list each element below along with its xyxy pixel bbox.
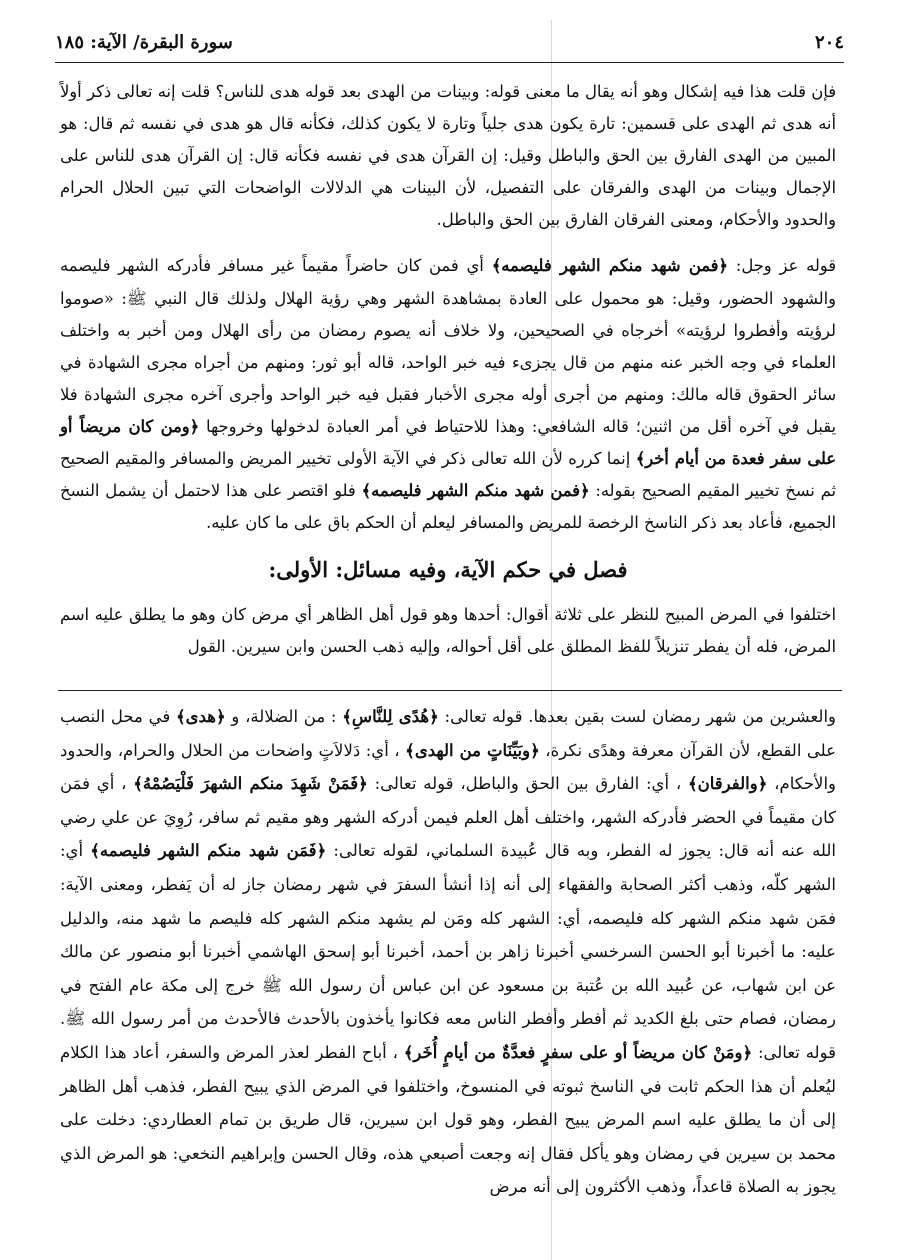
paragraph-2 [60, 250, 836, 539]
paragraph-lower [60, 700, 836, 1204]
page-number: ٢٠٤ [814, 32, 844, 53]
paragraph-1: فإن قلت هذا فيه إشكال وهو أنه يقال ما معنى قوله: وبينات من الهدى بعد قوله هدى للناس؟ قلت إنه تعالى ذكر أولاً أنه هدى ثم الهدى على قسمين: تارة يكون هدى جلياً وتارة لا يكون كذلك، فكأنه قال هو هدى في نفسه ثم قال: هو المبين من الهدى الفارق بين الحق والباطل وقيل: إن القرآن هدى في نفسه فكأنه قال: إن القرآن هدى للناس على الإجمال وبينات من الهدى والفرقان على التفصيل، لأن البينات هي الدلالات الواضحات التي تبين الحلال الحرام والحدود والأحكام، ومعنى الفرقان الفارق بين الحق والباطل. [60, 82, 836, 230]
quran-quote: ﴿ ومن كان مريضاً أو على سفر فعدة من أيام أخر ﴾ [60, 417, 836, 468]
text-run: إنما كرره لأن الله تعالى ذكر في الآية الأولى تخيير المريض والمسافر والمقيم الصحيح ثم نسخ تخيير المقيم الصحيح بقوله: [60, 449, 836, 501]
quran-quote: ﴿ فمن شهد منكم الشهر فليصمه ﴾ [492, 256, 728, 275]
quran-quote: ﴿ ومَنْ كان مريضاً أو على سفرٍ فعدَّةٌ من أيامٍ أُخَر ﴾ [404, 1043, 752, 1062]
quran-quote: ﴿ فمن شهد منكم الشهر فليصمه ﴾ [362, 481, 590, 500]
text-run: ، أي: دَلالاَتٍ واضحات من الحلال والحرام، والحدود والأحكام، [60, 740, 836, 794]
text-run: ، أباح الفطر لعذر المرض والسفر، أعاد هذا الكلام ليُعلم أن هذا الحكم ثابت في الناسخ ثبوته في المنسوخ، واختلفوا في المرض الذي يبيح الفطر، فذهب أهل الظاهر إلى أن ما يطلق عليه اسم المرض يبيح الفطر، وهو قول ابن سيرين، قال طريق بن تمام العطاردي: دخلت على محمد بن سيرين في رمضان وهو يأكل فقال إنه وجعت أصبعي هذه، وقال الحسن وإبراهيم النخعي: هو المرض الذي يجوز به الصلاة قاعداً، وذهب الأكثرون إلى أنه مرض [60, 1042, 836, 1197]
text-run: في محل النصب على القطع، لأن القرآن معرفة وهدًى نكرة، [60, 707, 836, 760]
text-run: والعشرين من شهر رمضان لست بقين بعدها. قوله تعالى: [444, 707, 837, 726]
text-run: أي: الشهر كلّه، وذهب أكثر الصحابة والفقهاء إلى أنه إذا أنشأ السفرَ في شهر رمضان جاز له أن يَفطر، ومعنى الآية: فمَن شهد منكم الشهر كله فليصمه، أي: الشهر كله ومَن لم يشهد منكم الشهر كله فليصم ما شهد منه، والدليل عليه: ما أخبرنا أبو الحسن السرخسي أخبرنا زاهر بن أحمد، أخبرنا أبو إسحق الهاشمي أخبرنا أبو منصور عن مالك عن ابن شهاب، عن عُبيد الله بن عُتبة بن مسعود عن ابن عباس أن رسول الله ﷺ خرج إلى مكة عام الفتح في رمضان، فصام حتى بلغ الكديد ثم أفطر وأفطر الناس معه فكانوا يأخذون بالأحدث فالأحدث من أمر رسول الله ﷺ. قوله تعالى: [60, 841, 836, 1062]
main-commentary [60, 76, 836, 678]
quran-quote: ﴿ هُدًى لِلنَّاسِ ﴾ [342, 707, 439, 726]
text-run: ، أي فمَن كان مقيماً في الحضر فأدركه الشهر، واختلف أهل العلم فيمن أدركه الشهر وهو مقيم ثم سافر، رُوِيَ عن علي رضي الله عنه أنه قال: يجوز له الفطر، وبه قال عُبيدة السلماني، لقوله تعالى: [60, 774, 836, 861]
quran-quote: ﴿ هدى ﴾ [176, 707, 226, 726]
quran-quote: ﴿ والفرقان ﴾ [688, 774, 767, 793]
section-divider [58, 690, 842, 691]
text-run: قوله عز وجل: [735, 256, 836, 276]
quran-quote: ﴿ فَمَن شهد منكم الشهر فليصمه ﴾ [90, 841, 326, 860]
running-title: سورة البقرة/ الآية: ١٨٥ [55, 32, 233, 53]
text-run: فلو اقتصر على هذا لاحتمل أن يشمل النسخ الجميع، فأعاد بعد ذكر الناسخ الرخصة للمريض والمسافر ليعلم أن الحكم باق على ما كان عليه. [60, 481, 836, 533]
quran-quote: ﴿ وبَيِّنَاتٍ من الهدى ﴾ [405, 741, 540, 760]
text-run: : من الضلالة، و [231, 707, 337, 726]
text-run: ، أي: الفارق بين الحق والباطل، قوله تعالى: [374, 774, 682, 794]
header-rule [55, 62, 844, 63]
page-header [55, 32, 844, 56]
section-heading: فصل في حكم الآية، وفيه مسائل: الأولى: [268, 557, 628, 583]
paragraph-3: اختلفوا في المرض المبيح للنظر على ثلاثة أقوال: أحدها وهو قول أهل الظاهر أي مرض كان وهو ما يطلق عليه اسم المرض، فله أن يفطر تنزيلاً للفظ المطلق على أقل أحواله، وإليه ذهب الحسن وابن سيرين. القول [60, 605, 836, 657]
quran-quote: ﴿ فَمَنْ شَهِدَ منكم الشهرَ فَلْيَصُمْهُ ﴾ [133, 774, 368, 793]
text-run: أي فمن كان حاضراً مقيماً غير مسافر فأدركه الشهر فليصمه والشهود الحضور، وقيل: هو محمول على العادة بمشاهدة الشهر وهي رؤية الهلال ولذلك قال النبي ﷺ: «صوموا لرؤيته وأفطروا لرؤيته» أخرجاه في الصحيحين، ولا خلاف أنه يصوم رمضان من رأى الهلال ومن أخبر به واختلف العلماء في وجه الخبر عنه منهم من قال يجزىء فيه خبر الواحد، قاله أبو ثور: ومنهم من أجراه مجرى الشهادة في سائر الحقوق قاله مالك: ومنهم من أجرى أوله مجرى الأخبار فقبل فيه خبر الواحد وأجرى آخره مجرى الشهادة فلا يقبل في آخره أقل من اثنين؛ قاله الشافعي: وهذا للاحتياط في أمر العبادة لدخولها وخروجها [60, 256, 836, 436]
secondary-commentary [60, 700, 836, 1204]
